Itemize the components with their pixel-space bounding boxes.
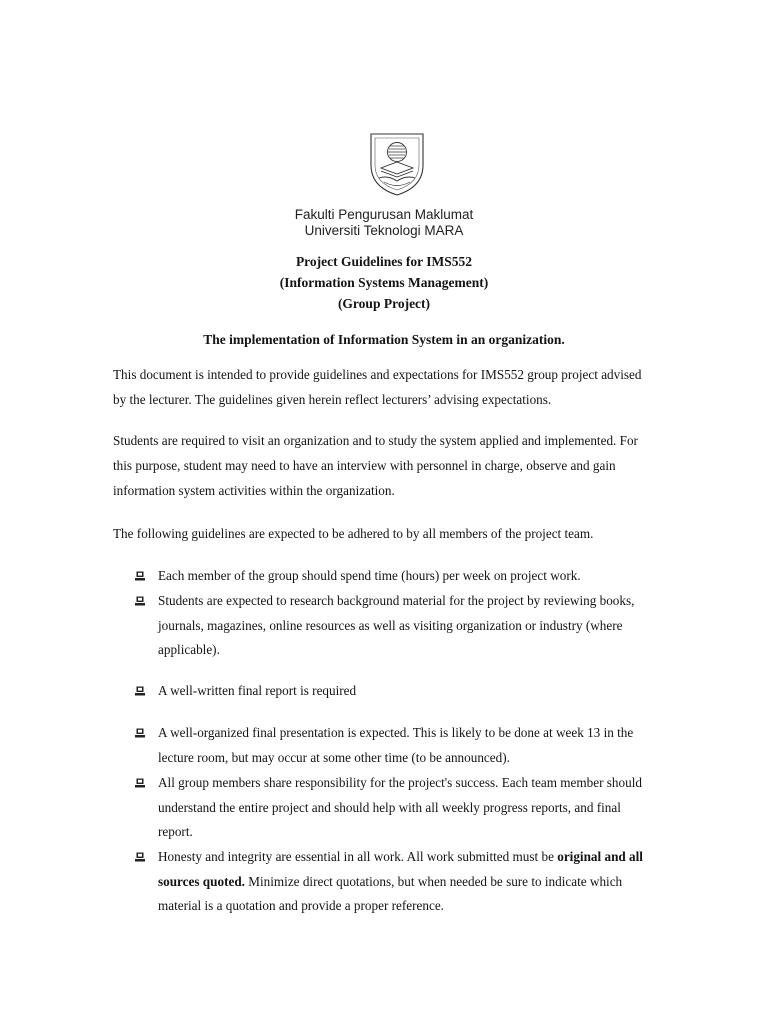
list-item-text-part: Honesty and integrity are essential in all work. All work submitted must be bbox=[158, 849, 558, 864]
list-item bbox=[158, 771, 658, 845]
computer-bullet-icon bbox=[135, 852, 145, 862]
list-item-text: Each member of the group should spend time (hours) per week on project work. bbox=[158, 568, 581, 583]
list-item-text: All group members share responsibility for the project's success. Each team member should understand the entire project and should help with all weekly progress reports, and final report. bbox=[158, 775, 642, 839]
computer-bullet-icon bbox=[135, 778, 145, 788]
list-item bbox=[158, 845, 658, 919]
project-topic: The implementation of Information System in an organization. bbox=[203, 332, 565, 347]
project-type: (Group Project) bbox=[337, 296, 431, 311]
guidelines-intro-paragraph: The following guidelines are expected to be adhered to by all members of the project team. bbox=[113, 526, 594, 541]
list-item-text: A well-written final report is required bbox=[158, 683, 357, 698]
list-item-text-part: Minimize direct quotations, but when needed be sure to indicate which material is a quotation and provide a proper reference. bbox=[158, 873, 623, 913]
computer-bullet-icon bbox=[135, 686, 145, 696]
computer-bullet-icon bbox=[135, 728, 145, 738]
computer-bullet-icon bbox=[135, 571, 145, 581]
intro-paragraph: This document is intended to provide guidelines and expectations for IMS552 group project advised by the lecturer. The guidelines given herein reflect lecturers’ advising expectations. bbox=[113, 367, 642, 407]
emphasized-text: original and all sources quoted. bbox=[158, 849, 643, 889]
list-item bbox=[158, 721, 658, 770]
university-crest-logo bbox=[368, 131, 426, 197]
list-item-text: Students are expected to research background material for the project by reviewing books, journals, magazines, online resources as well as visiting organization or industry (where applicable). bbox=[158, 593, 635, 657]
computer-bullet-icon bbox=[135, 596, 145, 606]
document-title: Project Guidelines for IMS552 bbox=[295, 254, 473, 269]
university-name: Universiti Teknologi MARA bbox=[304, 223, 464, 238]
requirements-paragraph: Students are required to visit an organization and to study the system applied and implemented. For this purpose, student may need to have an interview with personnel in charge, observe and gain information system activities within the organization. bbox=[113, 433, 638, 498]
list-item bbox=[158, 589, 658, 663]
faculty-name: Fakulti Pengurusan Maklumat bbox=[294, 207, 474, 222]
course-name: (Information Systems Management) bbox=[279, 275, 489, 290]
list-item bbox=[158, 564, 658, 589]
list-item bbox=[158, 679, 658, 704]
list-item-text: A well-organized final presentation is expected. This is likely to be done at week 13 in the lecture room, but may occur at some other time (to be announced). bbox=[158, 725, 634, 765]
